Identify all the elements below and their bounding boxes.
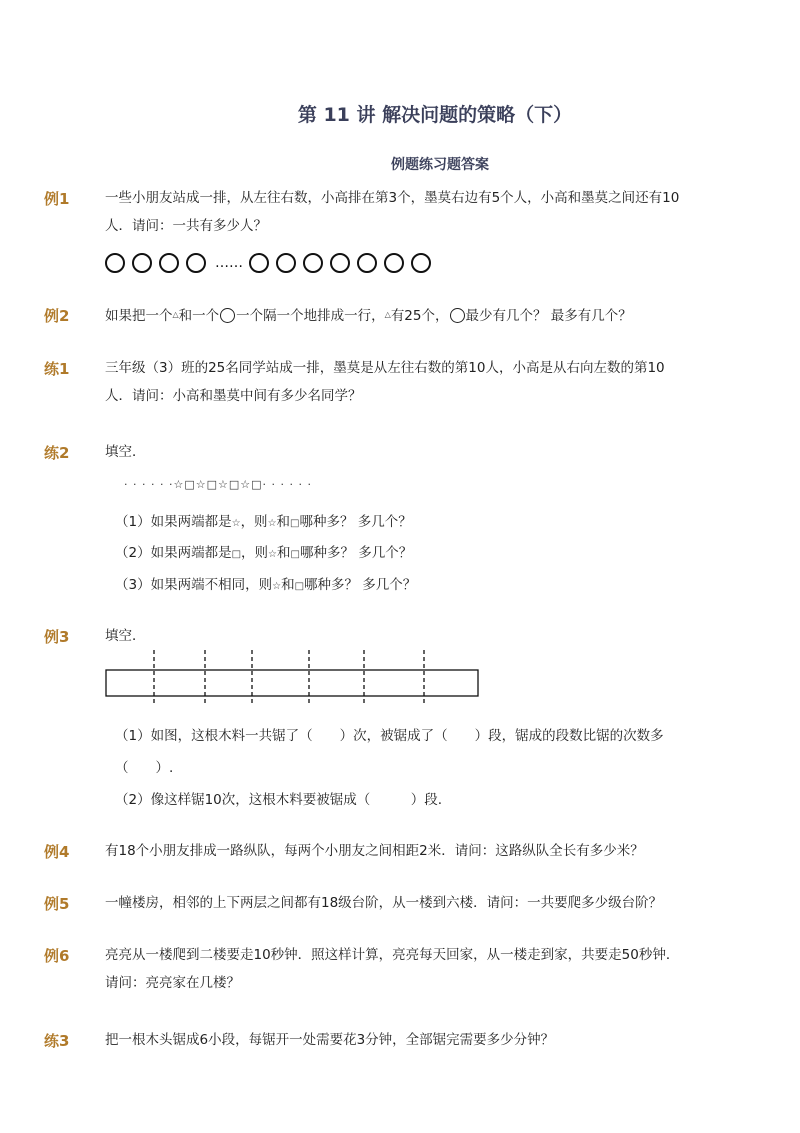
- problem-label: 例5: [44, 895, 70, 913]
- problem-label: 例6: [44, 947, 70, 965]
- page-title: 第 11 讲 解决问题的策略（下）: [297, 104, 573, 126]
- wood-diagram: [100, 645, 490, 705]
- sub-question: （2）如果两端都是□，则☆和□哪种多？ 多几个？: [115, 545, 413, 561]
- problem-label: 例4: [44, 843, 70, 861]
- text-line: 有18个小朋友排成一路纵队，每两个小朋友之间相距2米．请问：这路纵队全长有多少米？: [105, 843, 644, 859]
- circle-icon: [450, 308, 465, 323]
- symbol-pattern: · · · · · ·☆□☆□☆□☆□· · · · · ·: [124, 478, 312, 491]
- circle-icon: [186, 253, 206, 273]
- sub-question: （1）如图，这根木料一共锯了（ ）次，被锯成了（ ）段，锯成的段数比锯的次数多 （ ）.: [115, 728, 664, 776]
- text-line: 人．请问：一共有多少人？: [105, 218, 267, 234]
- problem-text: [105, 837, 725, 865]
- text-line: 请问：亮亮家在几楼？: [105, 975, 240, 991]
- ellipsis: ……: [215, 255, 243, 271]
- circle-icon: [330, 253, 350, 273]
- circle-icon: [220, 308, 235, 323]
- text-line: 三年级（3）班的25名同学站成一排，墨莫是从左往右数的第10人，小高是从右向左数的第10: [105, 360, 665, 376]
- circle-icon: [384, 253, 404, 273]
- sub-question: （3）如果两端不相同，则☆和□哪种多？ 多几个？: [115, 577, 417, 593]
- star-icon: ☆: [272, 581, 282, 592]
- problem-text: 如果把一个△和一个 一个隔一个地排成一行，△有25个， 最少有几个？ 最多有几个？: [105, 308, 632, 324]
- wood-plank: [106, 670, 478, 696]
- page-subtitle: 例题练习题答案: [391, 157, 489, 173]
- text-line: 人．请问：小高和墨莫中间有多少名同学？: [105, 388, 362, 404]
- text-line: 一些小朋友站成一排，从左往右数，小高排在第3个，墨莫右边有5个人，小高和墨莫之间还有10: [105, 190, 680, 206]
- problem-label: 例1: [44, 190, 70, 208]
- problem-label: 例3: [44, 628, 70, 646]
- triangle-icon: △: [172, 310, 179, 319]
- circle-icon: [249, 253, 269, 273]
- problem-intro: 填空．: [105, 444, 146, 460]
- square-icon: □: [290, 549, 300, 560]
- sub-question: （2）像这样锯10次，这根木料要被锯成（ ）段.: [115, 792, 443, 808]
- triangle-icon: △: [384, 310, 391, 319]
- text-line: 一幢楼房，相邻的上下两层之间都有18级台阶，从一楼到六楼．请问：一共要爬多少级台阶？: [105, 895, 663, 911]
- problem-intro: 填空．: [105, 628, 146, 644]
- star-icon: ☆: [268, 549, 278, 560]
- problem-label: 练1: [44, 360, 70, 378]
- square-icon: □: [294, 581, 305, 592]
- circle-icon: [105, 253, 125, 273]
- text-line: 把一根木头锯成6小段，每锯开一处需要花3分钟，全部锯完需要多少分钟？: [105, 1032, 555, 1048]
- text-line: 亮亮从一楼爬到二楼要走10秒钟．照这样计算，亮亮每天回家，从一楼走到家，共要走50秒钟．: [105, 947, 680, 963]
- circle-icon: [159, 253, 179, 273]
- problem-label: 练3: [44, 1032, 70, 1050]
- circle-icon: [303, 253, 323, 273]
- square-icon: □: [290, 518, 300, 529]
- square-icon: □: [231, 549, 242, 560]
- circle-icon: [357, 253, 377, 273]
- circle-icon: [132, 253, 152, 273]
- circle-icon: [411, 253, 431, 273]
- sub-question: （1）如果两端都是☆，则☆和□哪种多？ 多几个？: [115, 514, 412, 530]
- star-icon: ☆: [231, 518, 241, 529]
- problem-label: 练2: [44, 444, 70, 462]
- star-icon: ☆: [267, 518, 277, 529]
- problem-text: [105, 941, 725, 997]
- circle-row: [105, 253, 438, 273]
- problem-text: [105, 1026, 725, 1054]
- problem-text: [105, 889, 725, 917]
- problem-label: 例2: [44, 307, 70, 325]
- problem-text: [105, 354, 725, 410]
- circle-icon: [276, 253, 296, 273]
- problem-text: [105, 184, 725, 240]
